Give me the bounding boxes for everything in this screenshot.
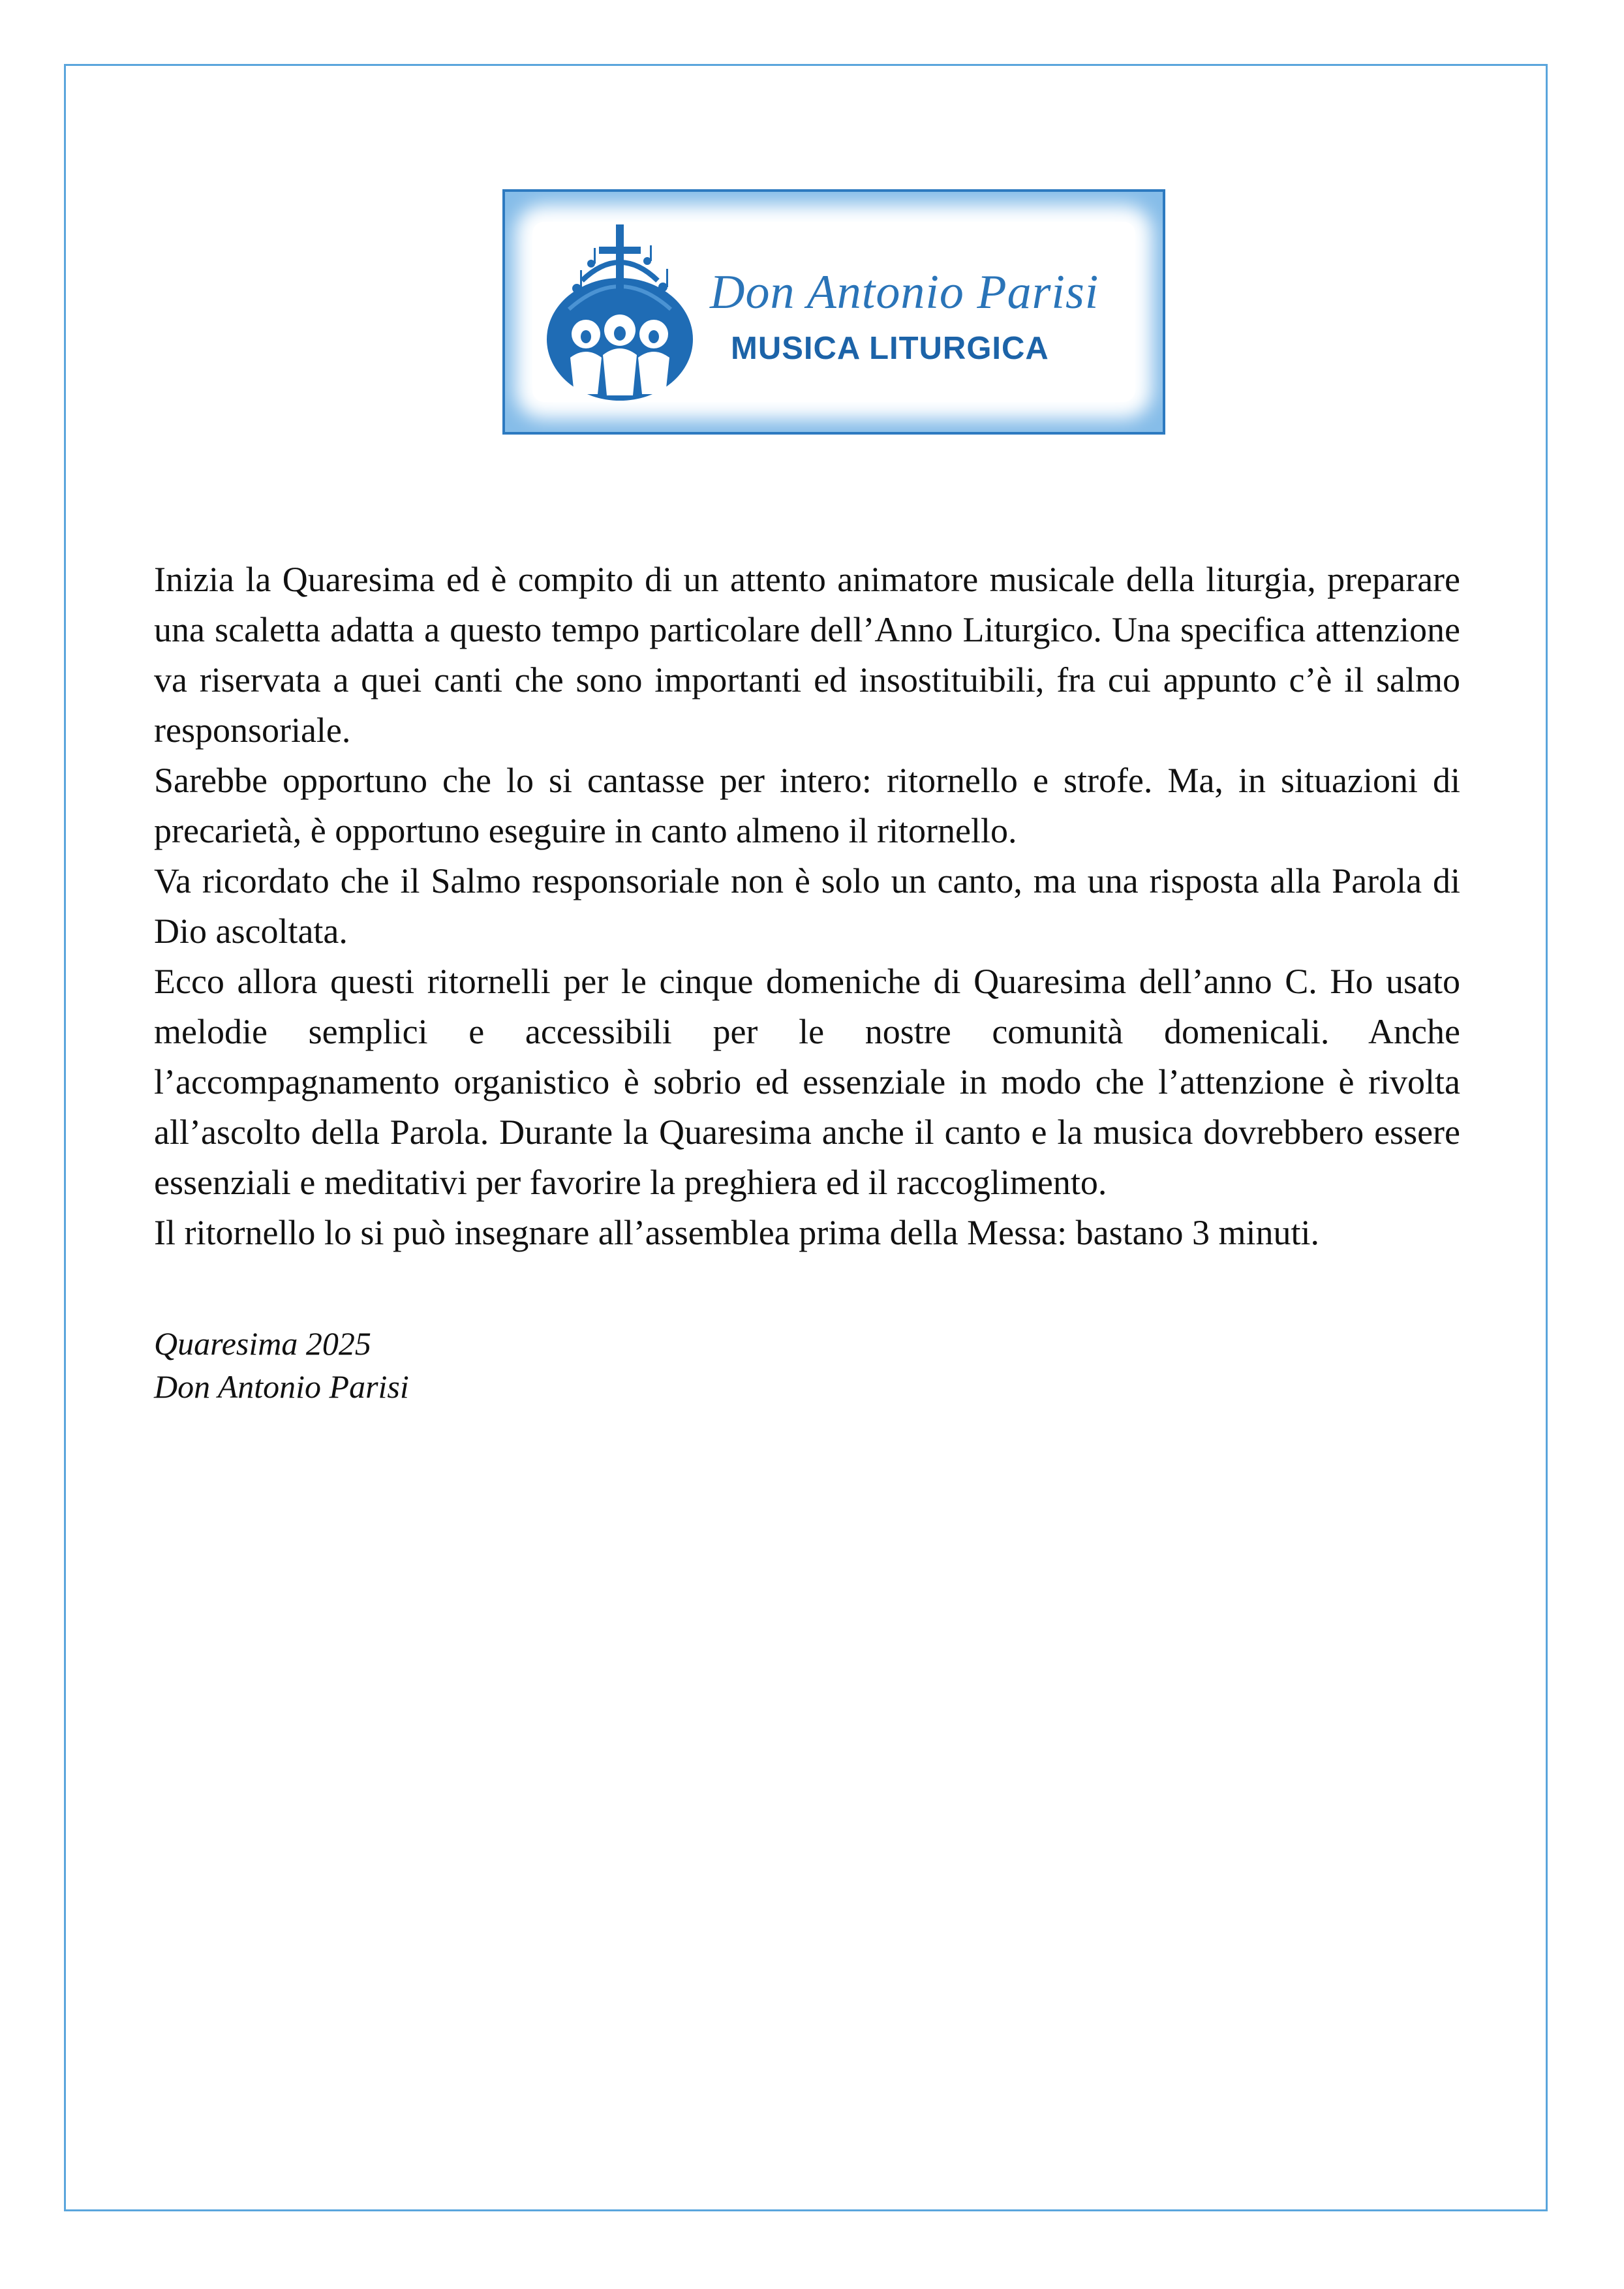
logo-banner bbox=[502, 189, 1165, 435]
paragraph-singing: Sarebbe opportuno che lo si cantasse per intero: ritornello e strofe. Ma, in situazioni di precarietà, è opportuno eseguire in canto almeno il ritornello. bbox=[154, 761, 1460, 850]
paragraph-refrains: Ecco allora questi ritornelli per le cinque domeniche di Quaresima dell’anno C. Ho usato melodie semplici e accessibili per le nostre comunità domenicali. Anche l’accompagnamento organistico è sobrio ed essenziale in modo che l’attenzione è rivolta all’ascolto della Parola. Durante la Quaresima anche il canto e la musica dovrebbero essere essenziali e meditativi per favorire la preghiera ed il raccoglimento. bbox=[154, 962, 1460, 1202]
paragraph-response: Va ricordato che il Salmo responsoriale non è solo un canto, ma una risposta alla Parola di Dio ascoltata. bbox=[154, 861, 1460, 951]
paragraph-teaching: Il ritornello lo si può insegnare all’assemblea prima della Messa: bastano 3 minuti. bbox=[154, 1213, 1320, 1252]
logo-subtitle: MUSICA LITURGICA bbox=[731, 331, 1049, 366]
signature-author: Don Antonio Parisi bbox=[154, 1368, 409, 1405]
choir-cross-logo-icon bbox=[543, 218, 697, 406]
paragraph-intro: Inizia la Quaresima ed è compito di un attento animatore musicale della liturgia, preparare una scaletta adatta a questo tempo particolare dell’Anno Liturgico. Una specifica attenzione va riservata a quei canti che sono importanti ed insostituibili, fra cui appunto c’è il salmo responsoriale. bbox=[154, 560, 1460, 750]
signature-date: Quaresima 2025 bbox=[154, 1325, 371, 1362]
logo-name: Don Antonio Parisi bbox=[710, 266, 1099, 319]
signature bbox=[154, 1322, 409, 1408]
body-text bbox=[154, 555, 1460, 1258]
